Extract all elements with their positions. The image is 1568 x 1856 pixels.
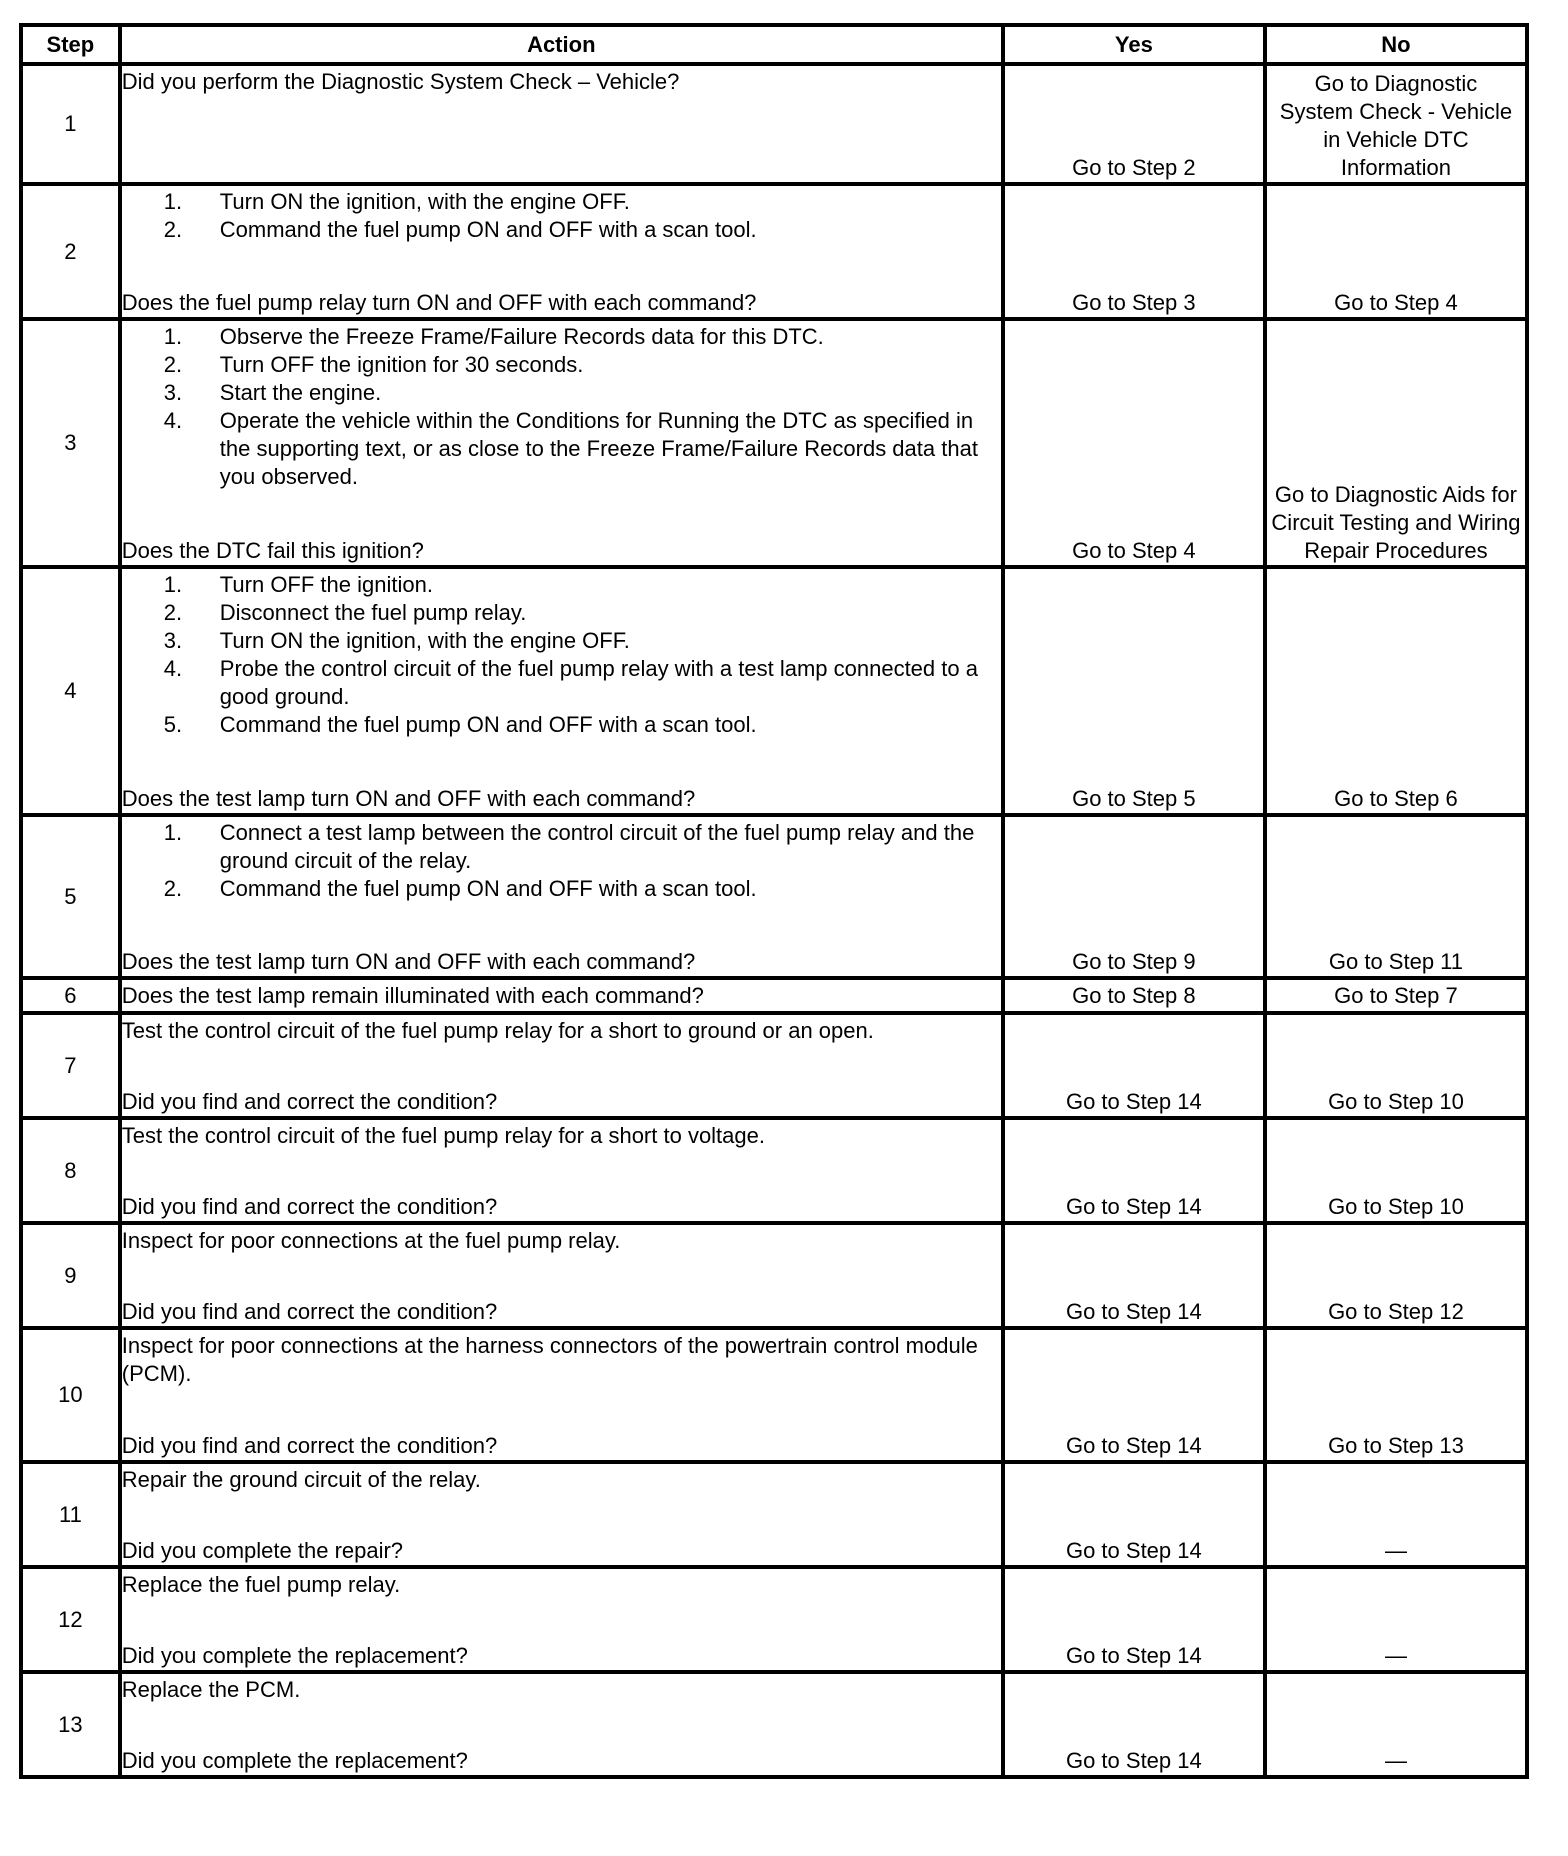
action-content xyxy=(122,980,1001,1011)
action-cell xyxy=(120,319,1003,567)
action-question: Does the test lamp turn ON and OFF with each command? xyxy=(121,786,696,811)
action-top xyxy=(122,1330,1001,1388)
procedure-item-number: 1. xyxy=(163,820,183,845)
yes-result: Go to Step 8 xyxy=(1003,978,1265,1013)
procedure-item-text: Turn ON the ignition, with the engine OFF. xyxy=(219,189,630,214)
yes-result: Go to Step 14 xyxy=(1003,1462,1265,1567)
header-step: Step xyxy=(21,25,120,64)
action-instruction: Inspect for poor connections at the fuel pump relay. xyxy=(121,1228,621,1253)
action-content xyxy=(122,1330,1001,1460)
action-instruction: Replace the PCM. xyxy=(121,1677,301,1702)
procedure-item-number: 3. xyxy=(163,380,183,405)
action-question: Did you complete the repair? xyxy=(121,1538,404,1563)
step-number: 2 xyxy=(21,184,120,319)
action-content xyxy=(122,1120,1001,1221)
step-number: 3 xyxy=(21,319,120,567)
procedure-item xyxy=(163,323,1001,351)
procedure-item-text: Start the engine. xyxy=(219,380,382,405)
step-number: 4 xyxy=(21,567,120,815)
table-row xyxy=(21,64,1527,184)
header-row xyxy=(21,25,1527,64)
action-content xyxy=(122,1674,1001,1775)
no-result: Go to Step 7 xyxy=(1265,978,1527,1013)
step-number: 10 xyxy=(21,1328,120,1462)
table-row xyxy=(21,1118,1527,1223)
table-row xyxy=(21,1013,1527,1118)
procedure-item-number: 1. xyxy=(163,572,183,597)
table-row xyxy=(21,1223,1527,1328)
procedure-item-text: Probe the control circuit of the fuel pump relay with a test lamp connected to a good ground. xyxy=(219,656,978,709)
action-cell xyxy=(120,978,1003,1013)
action-question: Did you find and correct the condition? xyxy=(121,1299,498,1324)
action-instruction: Test the control circuit of the fuel pump relay for a short to voltage. xyxy=(121,1123,765,1148)
procedure-item xyxy=(163,407,1001,491)
procedure-list xyxy=(122,571,1001,739)
procedure-item xyxy=(163,819,1001,875)
action-content xyxy=(122,186,1001,317)
action-top xyxy=(122,1569,1001,1599)
action-cell xyxy=(120,815,1003,978)
procedure-item xyxy=(163,599,1001,627)
action-instruction: Test the control circuit of the fuel pump relay for a short to ground or an open. xyxy=(121,1018,874,1043)
no-result: — xyxy=(1265,1567,1527,1672)
action-content xyxy=(122,817,1001,976)
step-number: 12 xyxy=(21,1567,120,1672)
table-row xyxy=(21,567,1527,815)
procedure-item-text: Connect a test lamp between the control circuit of the fuel pump relay and the ground circuit of the relay. xyxy=(219,820,975,873)
procedure-list xyxy=(122,323,1001,491)
table-body xyxy=(21,64,1527,1777)
action-content xyxy=(122,321,1001,565)
action-instruction: Inspect for poor connections at the harness connectors of the powertrain control module (PCM). xyxy=(121,1333,978,1386)
yes-result: Go to Step 14 xyxy=(1003,1328,1265,1462)
yes-result: Go to Step 14 xyxy=(1003,1223,1265,1328)
no-result: Go to Step 4 xyxy=(1265,184,1527,319)
step-number: 6 xyxy=(21,978,120,1013)
action-cell xyxy=(120,1672,1003,1777)
action-instruction: Did you perform the Diagnostic System Check – Vehicle? xyxy=(121,69,680,94)
procedure-item-number: 3. xyxy=(163,628,183,653)
action-content xyxy=(122,1225,1001,1326)
yes-result: Go to Step 14 xyxy=(1003,1567,1265,1672)
procedure-item-text: Turn ON the ignition, with the engine OFF. xyxy=(219,628,630,653)
action-question: Did you complete the replacement? xyxy=(121,1643,468,1668)
procedure-item-number: 2. xyxy=(163,352,183,377)
header-action: Action xyxy=(120,25,1003,64)
action-question: Did you find and correct the condition? xyxy=(121,1194,498,1219)
procedure-item-text: Command the fuel pump ON and OFF with a scan tool. xyxy=(219,712,757,737)
action-cell xyxy=(120,184,1003,319)
no-result: Go to Step 6 xyxy=(1265,567,1527,815)
action-top xyxy=(122,1120,1001,1150)
procedure-item xyxy=(163,711,1001,739)
procedure-list xyxy=(122,819,1001,903)
yes-result: Go to Step 14 xyxy=(1003,1013,1265,1118)
procedure-item xyxy=(163,188,1001,216)
procedure-item-number: 4. xyxy=(163,656,183,681)
action-content xyxy=(122,66,1001,182)
yes-result: Go to Step 4 xyxy=(1003,319,1265,567)
procedure-item xyxy=(163,627,1001,655)
table-row xyxy=(21,184,1527,319)
table-row xyxy=(21,1462,1527,1567)
step-number: 5 xyxy=(21,815,120,978)
action-content xyxy=(122,1569,1001,1670)
action-question: Does the test lamp turn ON and OFF with each command? xyxy=(121,949,696,974)
procedure-item-text: Turn OFF the ignition. xyxy=(219,572,433,597)
procedure-item xyxy=(163,875,1001,903)
action-question: Does the fuel pump relay turn ON and OFF with each command? xyxy=(121,290,757,315)
header-no: No xyxy=(1265,25,1527,64)
yes-result: Go to Step 2 xyxy=(1003,64,1265,184)
table-row xyxy=(21,1567,1527,1672)
procedure-item xyxy=(163,379,1001,407)
procedure-item-text: Turn OFF the ignition for 30 seconds. xyxy=(219,352,584,377)
step-number: 9 xyxy=(21,1223,120,1328)
step-number: 8 xyxy=(21,1118,120,1223)
procedure-item-text: Command the fuel pump ON and OFF with a scan tool. xyxy=(219,876,757,901)
table-row xyxy=(21,815,1527,978)
procedure-item xyxy=(163,216,1001,244)
action-instruction: Repair the ground circuit of the relay. xyxy=(121,1467,481,1492)
action-content xyxy=(122,1464,1001,1565)
action-cell xyxy=(120,1567,1003,1672)
action-cell xyxy=(120,1223,1003,1328)
step-number: 11 xyxy=(21,1462,120,1567)
table-row xyxy=(21,319,1527,567)
no-result: Go to Step 13 xyxy=(1265,1328,1527,1462)
no-result: Go to Diagnostic System Check - Vehicle in Vehicle DTC Information xyxy=(1265,64,1527,184)
no-result: Go to Step 10 xyxy=(1265,1118,1527,1223)
action-cell xyxy=(120,567,1003,815)
procedure-item-number: 2. xyxy=(163,876,183,901)
header-yes: Yes xyxy=(1003,25,1265,64)
yes-result: Go to Step 14 xyxy=(1003,1118,1265,1223)
procedure-item-text: Operate the vehicle within the Conditions for Running the DTC as specified in the supporting text, or as close to the Freeze Frame/Failure Records data that you observed. xyxy=(219,408,978,489)
action-question: Did you complete the replacement? xyxy=(121,1748,468,1773)
table-row xyxy=(21,1328,1527,1462)
action-question: Did you find and correct the condition? xyxy=(121,1089,498,1114)
procedure-list xyxy=(122,188,1001,244)
action-question: Did you find and correct the condition? xyxy=(121,1433,498,1458)
action-top xyxy=(122,1674,1001,1704)
action-top xyxy=(122,569,1001,739)
action-question: Does the test lamp remain illuminated with each command? xyxy=(121,982,704,1008)
action-top xyxy=(122,321,1001,491)
procedure-item-number: 1. xyxy=(163,324,183,349)
procedure-item-text: Disconnect the fuel pump relay. xyxy=(219,600,527,625)
procedure-item-number: 4. xyxy=(163,408,183,433)
action-top xyxy=(122,1464,1001,1494)
procedure-item-number: 1. xyxy=(163,189,183,214)
no-result: — xyxy=(1265,1462,1527,1567)
no-result: Go to Step 12 xyxy=(1265,1223,1527,1328)
step-number: 1 xyxy=(21,64,120,184)
action-cell xyxy=(120,64,1003,184)
yes-result: Go to Step 3 xyxy=(1003,184,1265,319)
yes-result: Go to Step 9 xyxy=(1003,815,1265,978)
no-result: — xyxy=(1265,1672,1527,1777)
yes-result: Go to Step 14 xyxy=(1003,1672,1265,1777)
action-top xyxy=(122,66,1001,96)
no-result: Go to Step 10 xyxy=(1265,1013,1527,1118)
action-instruction: Replace the fuel pump relay. xyxy=(121,1572,401,1597)
action-cell xyxy=(120,1118,1003,1223)
table-row xyxy=(21,978,1527,1013)
action-question: Does the DTC fail this ignition? xyxy=(121,538,424,563)
no-result: Go to Diagnostic Aids for Circuit Testing and Wiring Repair Procedures xyxy=(1265,319,1527,567)
action-cell xyxy=(120,1013,1003,1118)
procedure-item-number: 2. xyxy=(163,600,183,625)
procedure-item-number: 5. xyxy=(163,712,183,737)
action-content xyxy=(122,569,1001,813)
procedure-item-text: Observe the Freeze Frame/Failure Records data for this DTC. xyxy=(219,324,824,349)
table-row xyxy=(21,1672,1527,1777)
action-content xyxy=(122,1015,1001,1116)
procedure-item-number: 2. xyxy=(163,217,183,242)
action-cell xyxy=(120,1462,1003,1567)
procedure-item xyxy=(163,655,1001,711)
procedure-item xyxy=(163,351,1001,379)
action-top xyxy=(122,1015,1001,1045)
action-top xyxy=(122,817,1001,903)
procedure-item xyxy=(163,571,1001,599)
diagnostic-table xyxy=(19,23,1529,1779)
action-cell xyxy=(120,1328,1003,1462)
yes-result: Go to Step 5 xyxy=(1003,567,1265,815)
action-top xyxy=(122,1225,1001,1255)
step-number: 7 xyxy=(21,1013,120,1118)
step-number: 13 xyxy=(21,1672,120,1777)
procedure-item-text: Command the fuel pump ON and OFF with a scan tool. xyxy=(219,217,757,242)
no-result: Go to Step 11 xyxy=(1265,815,1527,978)
action-top xyxy=(122,186,1001,244)
